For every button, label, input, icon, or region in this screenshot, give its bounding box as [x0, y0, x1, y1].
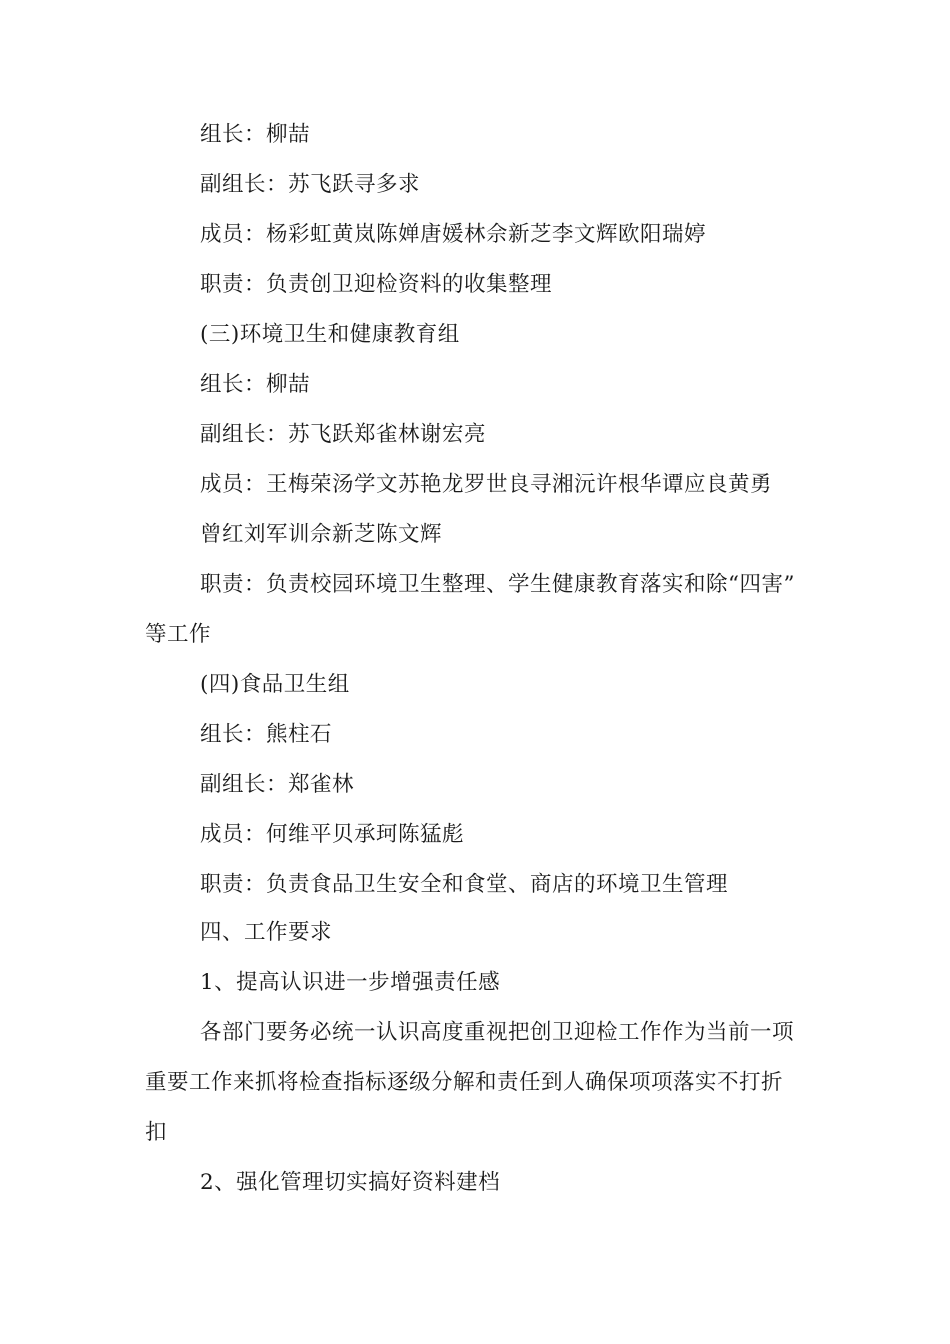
- subheading-1: 1、提高认识进一步增强责任感: [200, 970, 501, 995]
- members-line: 成员：杨彩虹黄岚陈婵唐媛林佘新芝李文辉欧阳瑞婷: [200, 222, 707, 247]
- group-leader-line: 组长：熊柱石: [200, 722, 333, 747]
- duty-line: 职责：负责校园环境卫生整理、学生健康教育落实和除“四害”: [200, 572, 795, 597]
- paragraph-line: 扣: [145, 1120, 168, 1145]
- chapter-heading: 四、工作要求: [200, 920, 333, 945]
- members-line: 成员：王梅荣汤学文苏艳龙罗世良寻湘沅许根华谭应良黄勇: [200, 472, 773, 497]
- duty-line: 职责：负责创卫迎检资料的收集整理: [200, 272, 553, 297]
- group-leader-line: 组长：柳喆: [200, 122, 311, 147]
- section-heading-3: (三)环境卫生和健康教育组: [200, 322, 460, 347]
- deputy-leader-line: 副组长：郑雀林: [200, 772, 355, 797]
- paragraph-line: 各部门要务必统一认识高度重视把创卫迎检工作作为当前一项: [200, 1020, 795, 1045]
- members-line: 成员：何维平贝承珂陈猛彪: [200, 822, 465, 847]
- duty-continued-line: 等工作: [145, 622, 212, 647]
- subheading-2: 2、强化管理切实搞好资料建档: [200, 1170, 501, 1195]
- paragraph-line: 重要工作来抓将检查指标逐级分解和责任到人确保项项落实不打折: [145, 1070, 784, 1095]
- deputy-leader-line: 副组长：苏飞跃寻多求: [200, 172, 421, 197]
- deputy-leader-line: 副组长：苏飞跃郑雀林谢宏亮: [200, 422, 487, 447]
- duty-line: 职责：负责食品卫生安全和食堂、商店的环境卫生管理: [200, 872, 729, 897]
- section-heading-4: (四)食品卫生组: [200, 672, 350, 697]
- members-continued-line: 曾红刘军训佘新芝陈文辉: [200, 522, 443, 547]
- group-leader-line: 组长：柳喆: [200, 372, 311, 397]
